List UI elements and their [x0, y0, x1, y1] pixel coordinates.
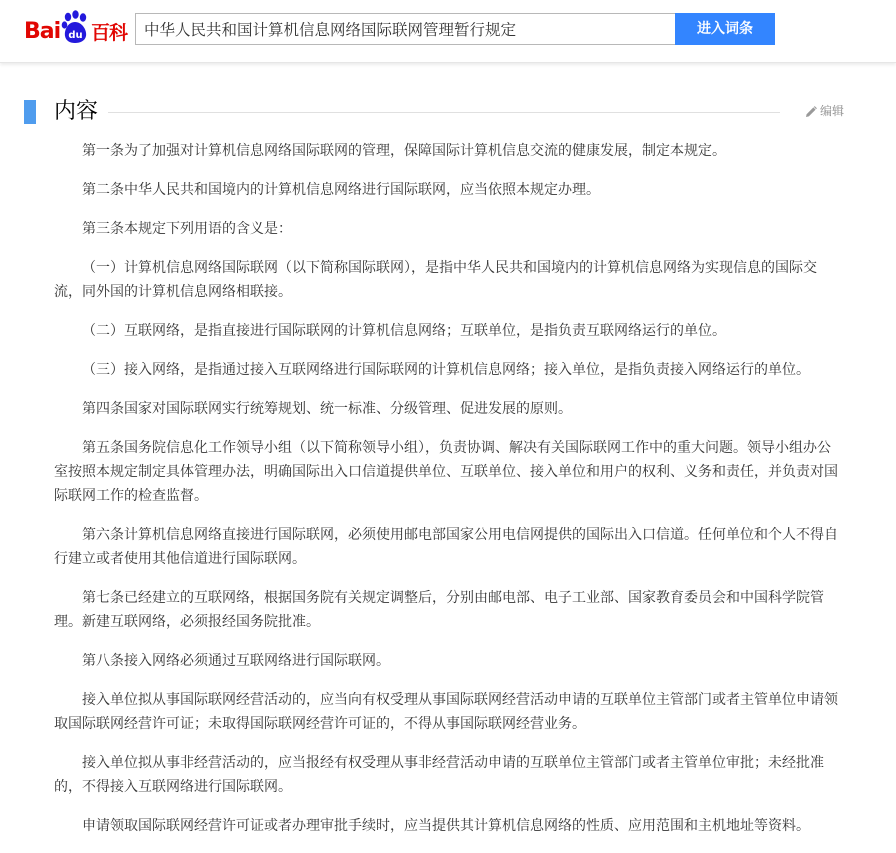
paragraph: 第四条国家对国际联网实行统筹规划、统一标准、分级管理、促进发展的原则。: [82, 401, 572, 417]
logo-text-bai: Bai: [24, 19, 61, 44]
section-divider: [108, 112, 780, 113]
logo-text-baike: 百科: [91, 22, 128, 44]
paw-logo-icon: [60, 10, 90, 44]
baidu-baike-logo[interactable]: [24, 10, 128, 44]
section-accent-bar: [24, 100, 36, 124]
paragraph: 申请领取国际联网经营许可证或者办理审批手续时，应当提供其计算机信息网络的性质、应用范围和主机地址等资料。: [82, 818, 810, 834]
section-title: 内容: [54, 99, 99, 124]
top-header: [0, 0, 896, 63]
paragraph: （一）计算机信息网络国际联网（以下简称国际联网），是指中华人民共和国境内的计算机信息网络为实现信息的国际交流，同外国的计算机信息网络相联接。: [54, 260, 817, 300]
content-body: [54, 139, 838, 853]
paragraph: 接入单位拟从事国际联网经营活动的，应当向有权受理从事国际联网经营活动申请的互联单位主管部门或者主管单位申请领取国际联网经营许可证；未取得国际联网经营许可证的，不得从事国际联网经营业务。: [54, 692, 838, 732]
paragraph: 第五条国务院信息化工作领导小组（以下简称领导小组），负责协调、解决有关国际联网工作中的重大问题。领导小组办公室按照本规定制定具体管理办法，明确国际出入口信道提供单位、互联单位、接入单位和用户的权利、义务和责任，并负责对国际联网工作的检查监督。: [54, 440, 838, 504]
paragraph: （三）接入网络，是指通过接入互联网络进行国际联网的计算机信息网络；接入单位，是指负责接入网络运行的单位。: [82, 362, 810, 378]
paragraph: 第三条本规定下列用语的含义是：: [82, 221, 292, 237]
logo-text-du: du: [68, 30, 83, 41]
edit-label: 编辑: [820, 104, 845, 118]
paragraph: 接入单位拟从事非经营活动的，应当报经有权受理从事非经营活动申请的互联单位主管部门或者主管单位审批；未经批准的，不得接入互联网络进行国际联网。: [54, 755, 824, 795]
search-input[interactable]: [136, 14, 664, 44]
paragraph: 第八条接入网络必须通过互联网络进行国际联网。: [82, 653, 390, 669]
enter-entry-button[interactable]: 进入词条: [675, 13, 775, 45]
search-box: [135, 13, 675, 45]
paragraph: 第一条为了加强对计算机信息网络国际联网的管理，保障国际计算机信息交流的健康发展，制定本规定。: [82, 143, 726, 159]
paragraph: （二）互联网络，是指直接进行国际联网的计算机信息网络；互联单位，是指负责互联网络运行的单位。: [82, 323, 726, 339]
paragraph: 第七条已经建立的互联网络，根据国务院有关规定调整后，分别由邮电部、电子工业部、国家教育委员会和中国科学院管理。新建互联网络，必须报经国务院批准。: [54, 590, 824, 630]
pencil-icon: [805, 106, 817, 118]
paragraph: 第六条计算机信息网络直接进行国际联网，必须使用邮电部国家公用电信网提供的国际出入口信道。任何单位和个人不得自行建立或者使用其他信道进行国际联网。: [54, 527, 838, 567]
paragraph: 第二条中华人民共和国境内的计算机信息网络进行国际联网，应当依照本规定办理。: [82, 182, 600, 198]
